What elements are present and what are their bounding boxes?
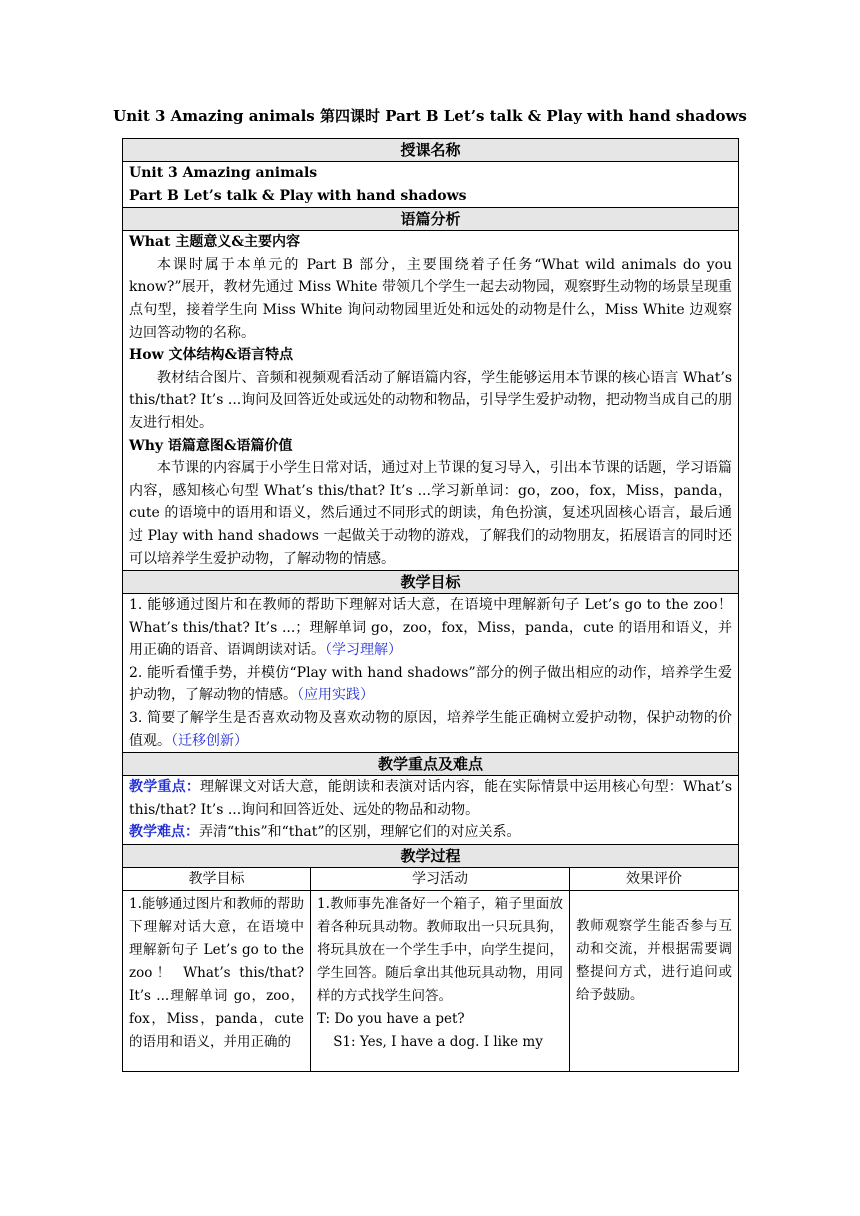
difficulty-paragraph bbox=[129, 821, 732, 844]
lesson-name-header-row bbox=[123, 139, 739, 162]
objective-item bbox=[129, 594, 732, 662]
objectives-heading: 教学目标 bbox=[123, 571, 739, 594]
how-body: 教材结合图片、音频和视频观看活动了解语篇内容，学生能够运用本节课的核心语言 What’s this/that? It’s ...询问及回答近处或远处的动物和物品，引导学生爱护动物，把动物当成自己的朋友进行相处。 bbox=[129, 369, 733, 431]
why-title: Why 语篇意图&语篇价值 bbox=[129, 437, 293, 454]
text-analysis-row bbox=[123, 231, 739, 571]
process-row bbox=[123, 891, 739, 1072]
difficulty-label: 教学难点： bbox=[129, 824, 199, 841]
process-evaluation-cell bbox=[570, 891, 739, 1072]
text-analysis-cell bbox=[123, 231, 739, 571]
how-title: How 文体结构&语言特点 bbox=[129, 347, 294, 364]
process-heading: 教学过程 bbox=[123, 845, 739, 868]
lesson-name-line2: Part B Let’s talk & Play with hand shadows bbox=[129, 187, 467, 204]
document-title: Unit 3 Amazing animals 第四课时 Part B Let’s talk & Play with hand shadows bbox=[113, 107, 747, 125]
focus-paragraph bbox=[129, 776, 732, 821]
objective-tag: （学习理解） bbox=[325, 642, 402, 659]
what-body: 本课时属于本单元的 Part B 部分，主要围绕着子任务“What wild animals do you know?”展开，教材先通过 Miss White 带领几个学生一起去动物园，观察野生动物的场景呈现重点句型，接着学生向 Miss White 询问动物园里近处和远处的动物是什么，Miss White 边观察边回答动物的名称。 bbox=[129, 256, 733, 341]
difficulty-text: 弄清“this”和“that”的区别，理解它们的对应关系。 bbox=[199, 824, 521, 841]
focus-text: 理解课文对话大意，能朗读和表演对话内容，能在实际情景中运用核心句型：What’s this/that? It’s ...询问和回答近处、远处的物品和动物。 bbox=[129, 779, 733, 818]
column-header-evaluation: 效果评价 bbox=[570, 868, 739, 891]
process-goal-cell: 1.能够通过图片和教师的帮助下理解对话大意，在语境中理解新句子 Let’s go to the zoo！ What’s this/that? It’s ...理解单词 go，zoo，fox，Miss，panda，cute 的语用和语义，并用正确的 bbox=[123, 891, 311, 1072]
objective-text: 2. 能听看懂手势，并模仿“Play with hand shadows”部分的例子做出相应的动作，培养学生爱护动物，了解动物的情感。 bbox=[129, 664, 733, 704]
objective-tag: （应用实践） bbox=[297, 687, 374, 704]
process-activity-cell bbox=[311, 891, 570, 1072]
objective-text: 3. 简要了解学生是否喜欢动物及喜欢动物的原因，培养学生能正确树立爱护动物，保护动物的价值观。 bbox=[129, 710, 733, 749]
lesson-name-heading: 授课名称 bbox=[123, 139, 739, 162]
lesson-name-cell bbox=[123, 162, 739, 208]
objective-item bbox=[129, 662, 732, 707]
key-points-cell bbox=[123, 776, 739, 845]
objective-item bbox=[129, 707, 732, 752]
column-header-activity: 学习活动 bbox=[311, 868, 570, 891]
process-columns-row bbox=[123, 868, 739, 891]
key-points-header-row bbox=[123, 753, 739, 776]
objective-text: 1. 能够通过图片和在教师的帮助下理解对话大意，在语境中理解新句子 Let’s go to the zoo！ What’s this/that? It’s ...；理解单词 go，zoo，fox，Miss，panda，cute 的语用和语义，并用正确的语音、语调朗读对话。 bbox=[129, 597, 733, 659]
activity-text: 1.教师事先准备好一个箱子，箱子里面放着各种玩具动物。教师取出一只玩具狗，将玩具放在一个学生手中，向学生提问，学生回答。随后拿出其他玩具动物，用同样的方式找学生问答。 bbox=[317, 896, 563, 1005]
lesson-name-row bbox=[123, 162, 739, 208]
dialogue-line: S1: Yes, I have a dog. I like my bbox=[333, 1034, 543, 1051]
lesson-name-line1: Unit 3 Amazing animals bbox=[129, 165, 318, 181]
evaluation-text: 教师观察学生能否参与互动和交流，并根据需要调整提问方式，进行追问或给予鼓励。 bbox=[576, 918, 733, 1004]
objectives-cell bbox=[123, 594, 739, 753]
key-points-heading: 教学重点及难点 bbox=[123, 753, 739, 776]
process-header-row bbox=[123, 845, 739, 868]
objective-tag: （迁移创新） bbox=[171, 732, 248, 749]
text-analysis-header-row bbox=[123, 208, 739, 231]
why-body: 本节课的内容属于小学生日常对话，通过对上节课的复习导入，引出本节课的话题，学习语篇内容，感知核心句型 What’s this/that? It’s ...学习新单词：go，zoo，fox，Miss，panda，cute 的语境中的语用和语义，然后通过不同形式的朗读，角色扮演，复述巩固核心语言，最后通过 Play with hand shadows 一起做关于动物的游戏，了解我们的动物朋友，拓展语言的同时还可以培养学生爱护动物，了解动物的情感。 bbox=[129, 460, 733, 567]
objectives-row bbox=[123, 594, 739, 753]
what-title: What 主题意义&主要内容 bbox=[129, 234, 300, 251]
focus-label: 教学重点： bbox=[129, 779, 201, 796]
objectives-header-row bbox=[123, 571, 739, 594]
lesson-plan-table bbox=[122, 138, 739, 1072]
key-points-row bbox=[123, 776, 739, 845]
dialogue-line: T: Do you have a pet? bbox=[317, 1011, 465, 1028]
text-analysis-heading: 语篇分析 bbox=[123, 208, 739, 231]
column-header-goal: 教学目标 bbox=[123, 868, 311, 891]
